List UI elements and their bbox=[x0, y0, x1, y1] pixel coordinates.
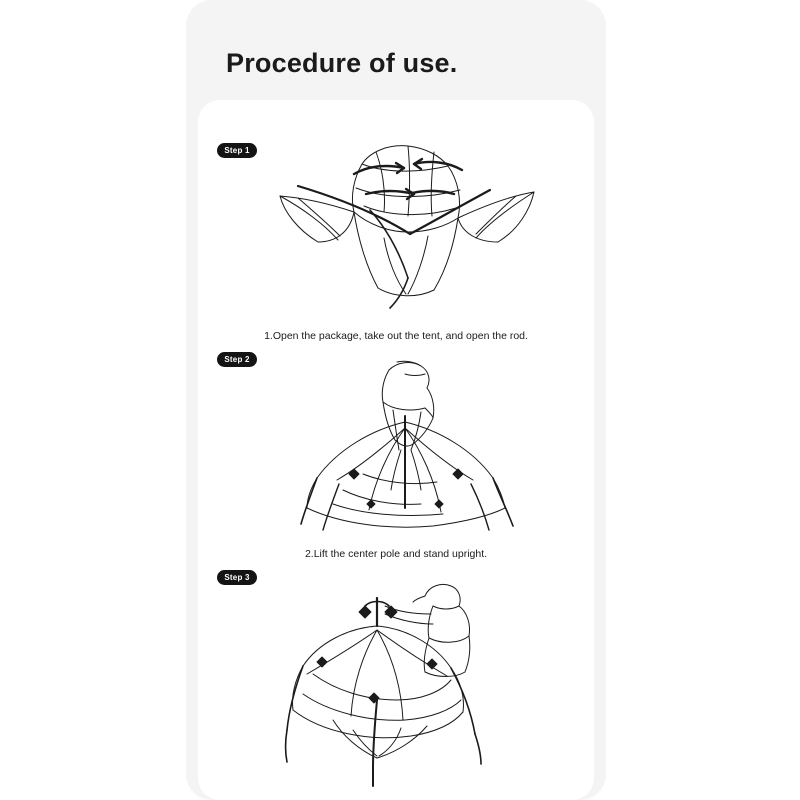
step-block-3 bbox=[198, 566, 594, 800]
step-badge-1: Step 1 bbox=[217, 143, 257, 158]
tent-unfolding-illustration bbox=[258, 138, 548, 318]
step-caption-1: 1.Open the package, take out the tent, and open the rod. bbox=[264, 330, 528, 342]
page-title: Procedure of use. bbox=[226, 48, 458, 78]
tent-lifting-center-pole-illustration bbox=[293, 358, 523, 548]
step-badge-3: Step 3 bbox=[217, 570, 257, 585]
steps-panel bbox=[198, 100, 594, 800]
step-block-1 bbox=[198, 100, 594, 350]
tent-standing-final-illustration bbox=[273, 570, 543, 790]
step-block-2 bbox=[198, 348, 594, 568]
step-badge-2: Step 2 bbox=[217, 352, 257, 367]
step-caption-2: 2.Lift the center pole and stand upright. bbox=[304, 548, 488, 560]
